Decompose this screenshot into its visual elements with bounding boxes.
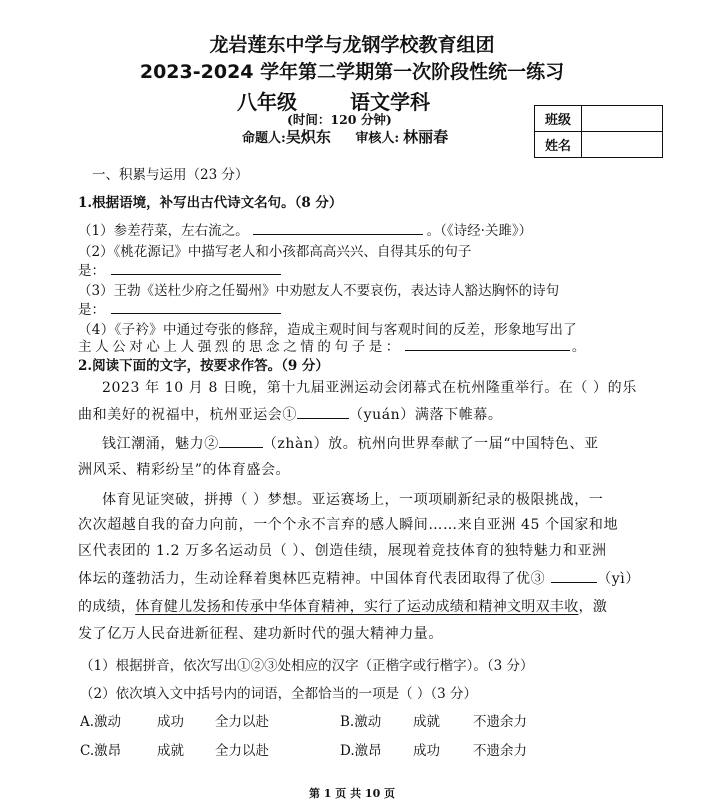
q1-item1 — [78, 219, 532, 239]
option-b-word2: 不遗余力 — [473, 714, 527, 730]
subject-label: 语文学科 — [350, 90, 430, 114]
option-c-word2: 全力以赴 — [215, 743, 269, 759]
q2-sub1: （1）根据拼音，依次写出①②③处相应的汉字（正楷字或行楷字）。（3 分） — [80, 658, 534, 674]
q2-p2-line1 — [102, 433, 599, 453]
q2-p3-line5 — [78, 596, 607, 616]
underlined-sentence: 体育健儿发扬和传承中华体育精神，实行了运动成绩和精神文明双丰收 — [135, 599, 579, 615]
grade-label: 八年级 — [237, 90, 297, 114]
option-c-word1: 成就 — [157, 743, 184, 759]
q2-sub2: （2）依次填入文中括号内的词语，全都恰当的一项是（ ）（3 分） — [80, 686, 478, 702]
option-d-word2: 不遗余力 — [473, 743, 527, 759]
q1-item2-text: （2）《桃花源记》中描写老人和小孩都高高兴兴、自得其乐的句子 — [78, 244, 472, 260]
q1-item3-prefix: 是： — [78, 302, 105, 318]
q2-p2-line2: 洲风采、精彩纷呈”的体育盛会。 — [78, 462, 291, 478]
q1-item4-end: 。 — [571, 339, 590, 355]
reviewer-label: 审核人: — [355, 131, 400, 146]
q2-heading: 2.阅读下面的文字，按要求作答。（9 分） — [78, 358, 329, 374]
option-c-label: C.激昂 — [80, 743, 122, 759]
q1-item4 — [78, 335, 589, 355]
q1-item3-text: （3）王勃《送杜少府之任蜀州》中劝慰友人不要哀伤，表达诗人豁达胸怀的诗句 — [78, 283, 560, 299]
q1-item4-text: （4）《子衿》中通过夸张的修辞，造成主观时间与客观时间的反差，形象地写出了 — [78, 322, 577, 338]
q1-item2-prefix: 是： — [78, 263, 105, 279]
q2-p1-line1: 2023 年 10 月 8 日晚，第十九届亚洲运动会闭幕式在杭州隆重举行。在（ ）的乐 — [102, 380, 637, 396]
q1-heading: 1.根据语境，补写出古代诗文名句。（8 分） — [78, 195, 343, 211]
q2-p2-line1-b: （zhàn）放。杭州向世界奉献了一届“中国特色、亚 — [262, 436, 599, 452]
q2-p3-line1: 体育见证突破，拼搏（ ）梦想。亚运赛场上，一项项刷新纪录的极限挑战，一 — [102, 492, 604, 508]
option-d[interactable] — [340, 739, 382, 759]
blank-1[interactable] — [297, 404, 349, 419]
q1-item3-blank[interactable] — [111, 299, 281, 314]
q2-p3-line4-a: 体坛的蓬勃活力，生动诠释着奥林匹克精神。中国体育代表团取得了优③ — [78, 571, 546, 587]
q2-p3-line6: 发了亿万人民奋进新征程、建功新时代的强大精神力量。 — [78, 626, 443, 642]
q2-p2-line1-a: 钱江潮涌，魅力② — [102, 436, 219, 452]
q1-item1-source: 。（《诗经·关雎》） — [426, 223, 533, 239]
setter-name: 吴炽东 — [285, 128, 331, 146]
option-a-label: A.激动 — [80, 714, 122, 730]
q1-item4-blank[interactable] — [405, 336, 570, 351]
option-a-word2: 全力以赴 — [215, 714, 269, 730]
exam-title: 2023-2024 学年第二学期第一次阶段性统一练习 — [139, 61, 565, 83]
setter-label: 命题人: — [242, 131, 286, 146]
q2-p3-line5-a: 的成绩， — [78, 599, 136, 615]
school-title: 龙岩莲东中学与龙钢学校教育组团 — [209, 34, 495, 56]
option-d-word1: 成功 — [413, 743, 440, 759]
q1-item4-prefix: 主人公对心上人强烈的思念之情的句子是： — [78, 339, 403, 355]
student-info-table — [534, 105, 663, 158]
q2-p3-line4-b: （yì） — [597, 571, 640, 587]
section1-heading: 一、积累与运用（23 分） — [92, 167, 249, 183]
blank-3[interactable] — [551, 568, 597, 583]
option-b-label: B.激动 — [340, 714, 382, 730]
option-b[interactable] — [340, 710, 381, 730]
q2-p3-line4 — [78, 568, 640, 588]
option-d-label: D.激昂 — [340, 743, 382, 759]
q1-item2-blank[interactable] — [111, 260, 281, 275]
blank-2[interactable] — [219, 433, 263, 448]
option-c[interactable] — [80, 739, 121, 759]
option-b-word1: 成就 — [413, 714, 440, 730]
option-a-word1: 成功 — [157, 714, 184, 730]
page-number: 第 1 页 共 10 页 — [308, 787, 396, 800]
q1-item3 — [78, 298, 281, 318]
reviewer-name: 林丽春 — [403, 128, 449, 146]
q2-p1-line2 — [78, 404, 503, 424]
q2-p1-line2-a: 曲和美好的祝福中，杭州亚运会① — [78, 407, 297, 423]
option-a[interactable] — [80, 710, 121, 730]
class-label: 班级 — [535, 106, 582, 132]
q1-item1-text: （1）参差荇菜，左右流之。 — [78, 223, 249, 239]
q2-p3-line2: 次次超越自我的奋力向前，一个个永不言弃的感人瞬间……来自亚洲 45 个国家和地 — [78, 517, 619, 533]
name-field[interactable] — [582, 132, 663, 158]
name-label: 姓名 — [535, 132, 582, 158]
q1-item1-blank[interactable] — [253, 220, 423, 235]
q1-item2 — [78, 259, 281, 279]
authors-line — [242, 126, 448, 147]
q2-p3-line5-b: ，激 — [578, 599, 608, 615]
class-field[interactable] — [582, 106, 663, 132]
q2-p1-line2-b: （yuán）满落下帷幕。 — [349, 407, 503, 423]
q2-p3-line3: 区代表团的 1.2 万多名运动员（ ）、创造佳绩，展现着竞技体育的独特魅力和亚洲 — [78, 543, 607, 559]
exam-time: (时间：120 分钟) — [287, 112, 392, 127]
